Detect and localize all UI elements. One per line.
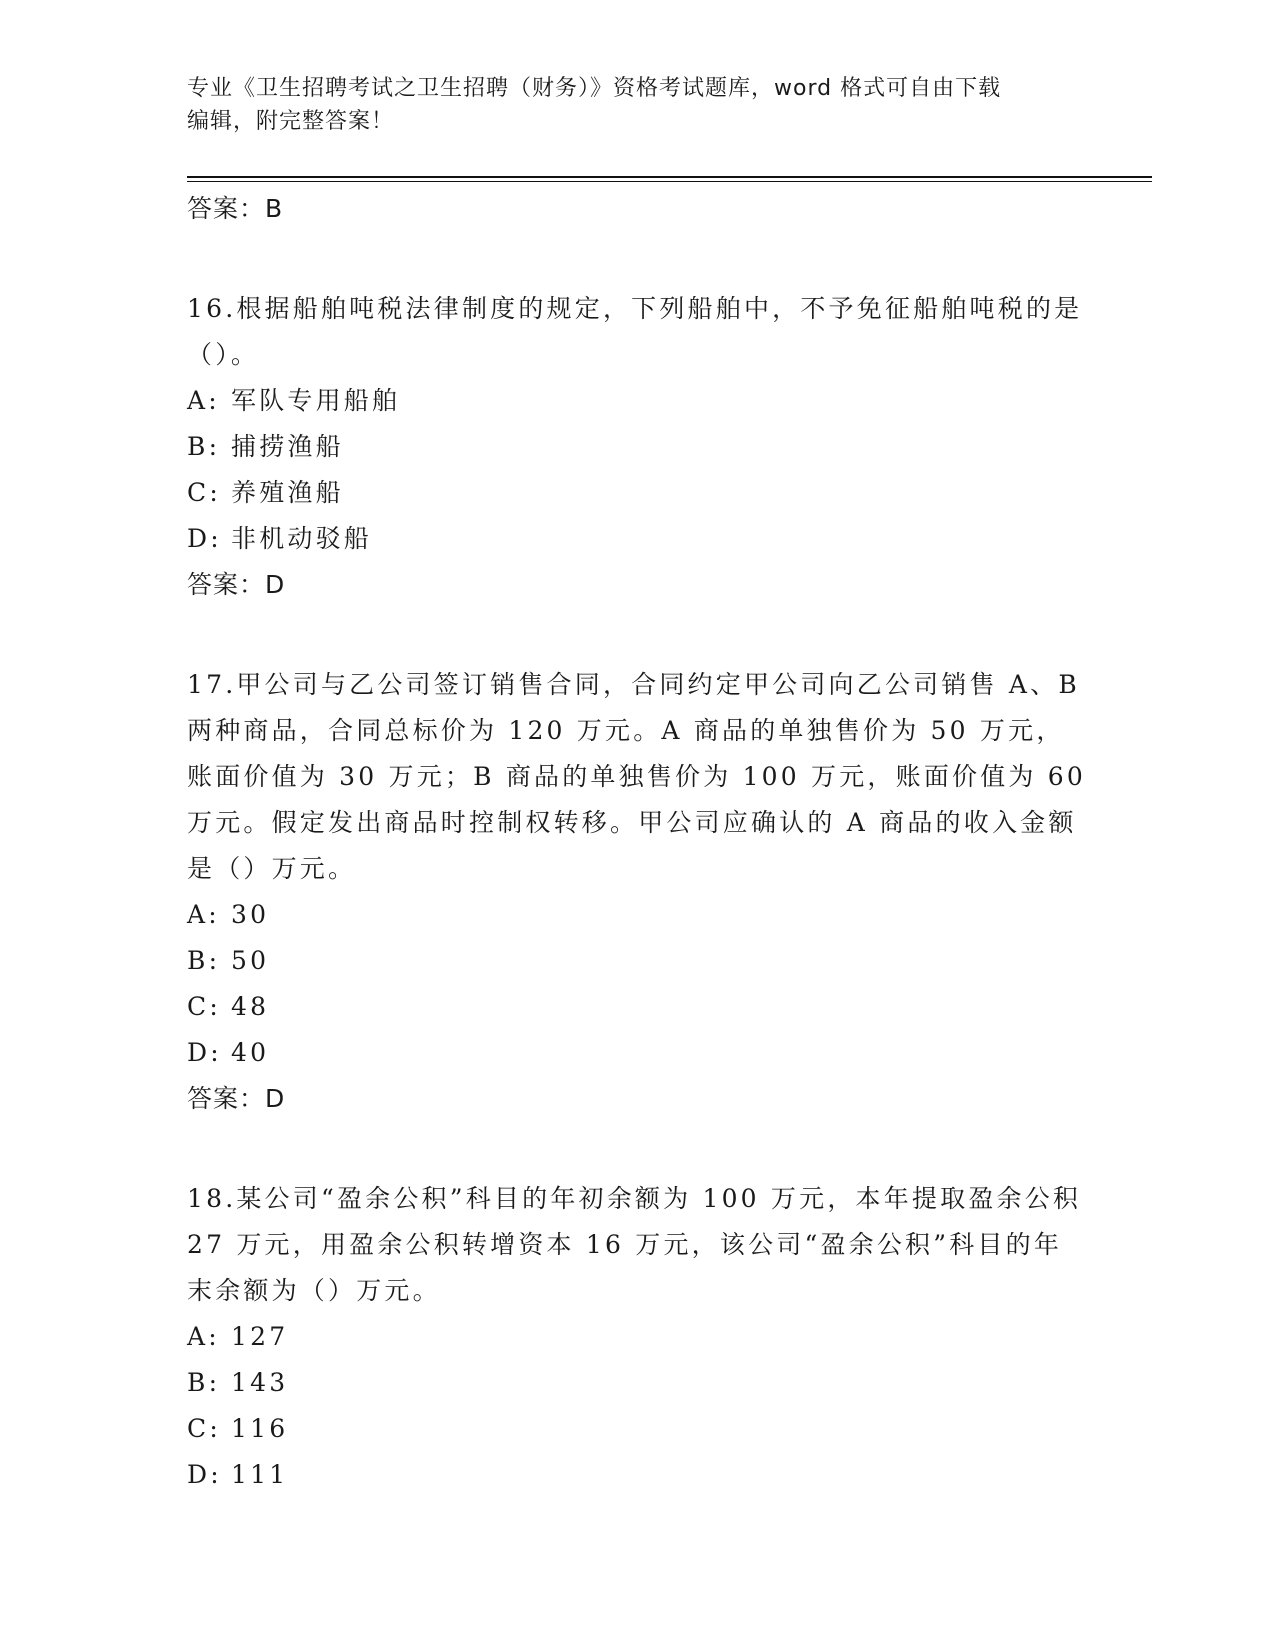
option-text: 48 — [231, 992, 270, 1021]
option-text: 116 — [231, 1414, 289, 1443]
option-c — [187, 470, 1087, 516]
option-d — [187, 1030, 1087, 1076]
option-b — [187, 424, 1087, 470]
option-text: 军队专用船舶 — [231, 386, 401, 415]
option-c — [187, 984, 1087, 1030]
option-b — [187, 1360, 1087, 1406]
option-b — [187, 938, 1087, 984]
option-letter: B: — [187, 946, 221, 975]
question-stem: 16.根据船舶吨税法律制度的规定，下列船舶中，不予免征船舶吨税的是（）。 — [187, 294, 1083, 369]
option-letter: A: — [187, 900, 220, 929]
question-block — [187, 1176, 1087, 1498]
question-block — [187, 662, 1087, 1122]
header-line-1: 专业《卫生招聘考试之卫生招聘（财务）》资格考试题库，word 格式可自由下载 — [187, 76, 1002, 101]
option-letter: B: — [187, 432, 221, 461]
option-text: 30 — [231, 900, 270, 929]
option-letter: D: — [187, 524, 222, 553]
option-d — [187, 516, 1087, 562]
option-text: 127 — [231, 1322, 289, 1351]
option-text: 50 — [231, 946, 270, 975]
option-text: 143 — [231, 1368, 289, 1397]
document-header — [187, 72, 1067, 138]
option-letter: D: — [187, 1038, 222, 1067]
option-d — [187, 1452, 1087, 1498]
header-divider-thin — [187, 181, 1152, 182]
answer-line: 答案：D — [187, 570, 286, 599]
header-divider-thick — [187, 176, 1152, 178]
option-a — [187, 1314, 1087, 1360]
option-letter: C: — [187, 1414, 221, 1443]
option-text: 养殖渔船 — [231, 478, 344, 507]
option-a — [187, 892, 1087, 938]
option-text: 40 — [231, 1038, 270, 1067]
question-stem: 18.某公司“盈余公积”科目的年初余额为 100 万元，本年提取盈余公积 27 万元，用盈余公积转增资本 16 万元，该公司“盈余公积”科目的年末余额为（）万元。 — [187, 1184, 1082, 1305]
document-body — [187, 186, 1087, 1498]
option-letter: B: — [187, 1368, 221, 1397]
option-text: 非机动驳船 — [231, 524, 373, 553]
header-line-2: 编辑，附完整答案！ — [187, 109, 395, 134]
option-letter: D: — [187, 1460, 222, 1489]
question-block — [187, 286, 1087, 608]
option-c — [187, 1406, 1087, 1452]
option-letter: A: — [187, 1322, 220, 1351]
option-a — [187, 378, 1087, 424]
answer-line: 答案：D — [187, 1084, 286, 1113]
option-text: 111 — [231, 1460, 289, 1489]
option-text: 捕捞渔船 — [231, 432, 344, 461]
option-letter: A: — [187, 386, 220, 415]
option-letter: C: — [187, 992, 221, 1021]
question-stem: 17.甲公司与乙公司签订销售合同，合同约定甲公司向乙公司销售 A、B 两种商品，合同总标价为 120 万元。A 商品的单独售价为 50 万元，账面价值为 30 万元；B 商品的单独售价为 100 万元，账面价值为 60 万元。假定发出商品时控制权转移。甲公司应确认的 A 商品的收入金额是（）万元。 — [187, 670, 1086, 883]
option-letter: C: — [187, 478, 221, 507]
answer-line: 答案：B — [187, 194, 284, 223]
